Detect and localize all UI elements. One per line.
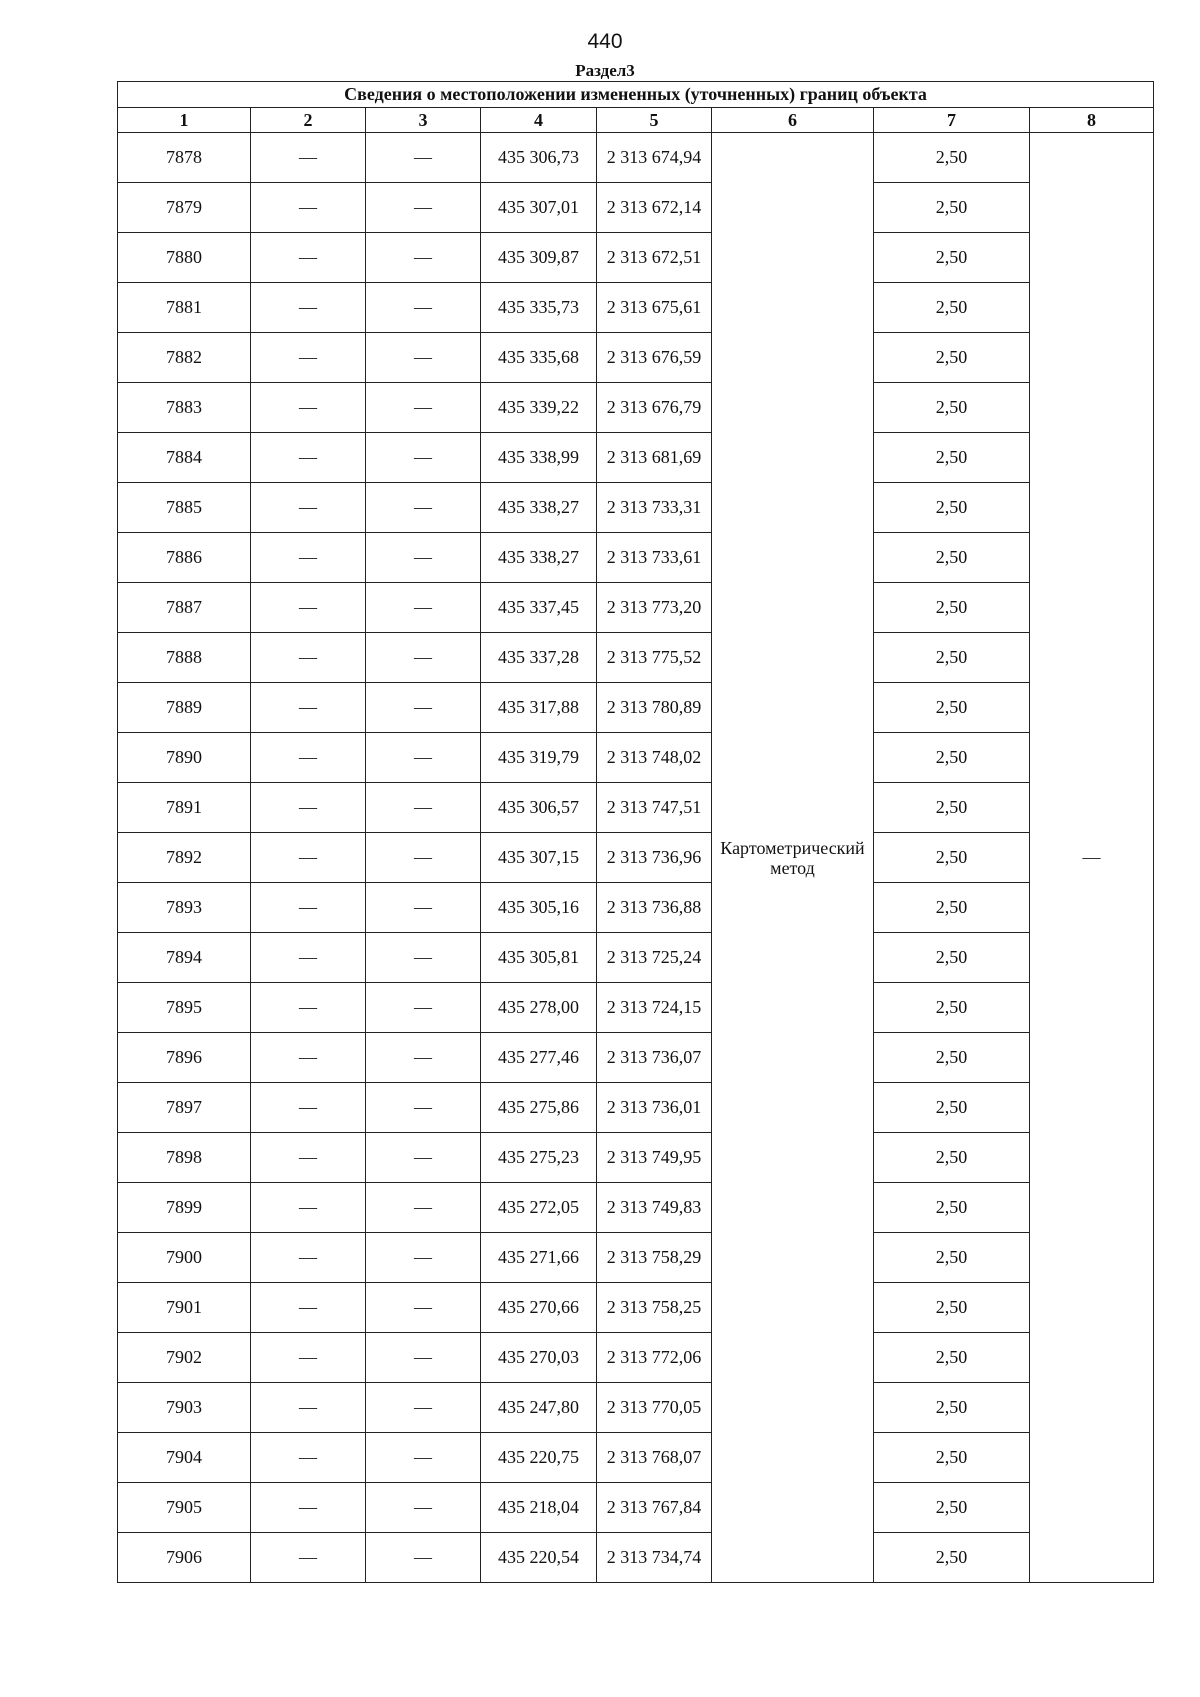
error-cell: 2,50 xyxy=(874,783,1030,833)
y-coordinate-cell: 2 313 736,88 xyxy=(597,883,712,933)
y-coordinate-cell: 2 313 772,06 xyxy=(597,1333,712,1383)
column-2-cell: — xyxy=(251,383,366,433)
column-3-cell: — xyxy=(366,683,481,733)
column-number: 3 xyxy=(366,108,481,133)
table-row xyxy=(118,483,1154,533)
point-number-cell: 7881 xyxy=(118,283,251,333)
x-coordinate-cell: 435 338,27 xyxy=(481,533,597,583)
column-2-cell: — xyxy=(251,1133,366,1183)
column-2-cell: — xyxy=(251,833,366,883)
column-3-cell: — xyxy=(366,1233,481,1283)
column-3-cell: — xyxy=(366,833,481,883)
table-row xyxy=(118,1433,1154,1483)
table-row xyxy=(118,883,1154,933)
x-coordinate-cell: 435 270,03 xyxy=(481,1333,597,1383)
table-row xyxy=(118,1283,1154,1333)
error-cell: 2,50 xyxy=(874,483,1030,533)
error-cell: 2,50 xyxy=(874,633,1030,683)
table-row xyxy=(118,1483,1154,1533)
y-coordinate-cell: 2 313 775,52 xyxy=(597,633,712,683)
y-coordinate-cell: 2 313 749,95 xyxy=(597,1133,712,1183)
column-3-cell: — xyxy=(366,1183,481,1233)
point-number-cell: 7906 xyxy=(118,1533,251,1583)
y-coordinate-cell: 2 313 780,89 xyxy=(597,683,712,733)
x-coordinate-cell: 435 317,88 xyxy=(481,683,597,733)
column-number: 5 xyxy=(597,108,712,133)
error-cell: 2,50 xyxy=(874,1483,1030,1533)
error-cell: 2,50 xyxy=(874,933,1030,983)
column-number: 2 xyxy=(251,108,366,133)
column-2-cell: — xyxy=(251,483,366,533)
table-row xyxy=(118,1183,1154,1233)
column-2-cell: — xyxy=(251,1033,366,1083)
y-coordinate-cell: 2 313 676,79 xyxy=(597,383,712,433)
section-title: Раздел3 xyxy=(575,61,635,80)
error-cell: 2,50 xyxy=(874,333,1030,383)
table-row xyxy=(118,133,1154,183)
column-3-cell: — xyxy=(366,1433,481,1483)
y-coordinate-cell: 2 313 736,96 xyxy=(597,833,712,883)
error-cell: 2,50 xyxy=(874,133,1030,183)
table-row xyxy=(118,633,1154,683)
error-cell: 2,50 xyxy=(874,283,1030,333)
column-number-row xyxy=(118,108,1154,133)
x-coordinate-cell: 435 305,16 xyxy=(481,883,597,933)
table-row xyxy=(118,533,1154,583)
boundary-table xyxy=(117,81,1154,1583)
table-row xyxy=(118,183,1154,233)
point-number-cell: 7885 xyxy=(118,483,251,533)
page-number: 440 xyxy=(587,30,623,53)
x-coordinate-cell: 435 218,04 xyxy=(481,1483,597,1533)
error-cell: 2,50 xyxy=(874,383,1030,433)
error-cell: 2,50 xyxy=(874,233,1030,283)
error-cell: 2,50 xyxy=(874,583,1030,633)
x-coordinate-cell: 435 220,75 xyxy=(481,1433,597,1483)
column-2-cell: — xyxy=(251,1333,366,1383)
error-cell: 2,50 xyxy=(874,1383,1030,1433)
column-2-cell: — xyxy=(251,533,366,583)
point-number-cell: 7905 xyxy=(118,1483,251,1533)
point-number-cell: 7893 xyxy=(118,883,251,933)
y-coordinate-cell: 2 313 748,02 xyxy=(597,733,712,783)
method-cell: Картометрический метод xyxy=(712,133,874,1583)
column-number: 7 xyxy=(874,108,1030,133)
column-2-cell: — xyxy=(251,1433,366,1483)
table-row xyxy=(118,833,1154,883)
error-cell: 2,50 xyxy=(874,1283,1030,1333)
table-row xyxy=(118,1533,1154,1583)
point-number-cell: 7899 xyxy=(118,1183,251,1233)
x-coordinate-cell: 435 272,05 xyxy=(481,1183,597,1233)
table-row xyxy=(118,783,1154,833)
point-number-cell: 7884 xyxy=(118,433,251,483)
column-3-cell: — xyxy=(366,1083,481,1133)
column-2-cell: — xyxy=(251,433,366,483)
y-coordinate-cell: 2 313 768,07 xyxy=(597,1433,712,1483)
column-3-cell: — xyxy=(366,733,481,783)
column-2-cell: — xyxy=(251,783,366,833)
column-2-cell: — xyxy=(251,1083,366,1133)
column-2-cell: — xyxy=(251,933,366,983)
error-cell: 2,50 xyxy=(874,183,1030,233)
y-coordinate-cell: 2 313 681,69 xyxy=(597,433,712,483)
column-2-cell: — xyxy=(251,333,366,383)
column-2-cell: — xyxy=(251,233,366,283)
column-3-cell: — xyxy=(366,583,481,633)
table-row xyxy=(118,1033,1154,1083)
column-2-cell: — xyxy=(251,1483,366,1533)
column-3-cell: — xyxy=(366,1383,481,1433)
table-caption: Сведения о местоположении измененных (уточненных) границ объекта xyxy=(118,82,1154,108)
point-number-cell: 7890 xyxy=(118,733,251,783)
table-row xyxy=(118,333,1154,383)
point-number-cell: 7894 xyxy=(118,933,251,983)
y-coordinate-cell: 2 313 672,14 xyxy=(597,183,712,233)
error-cell: 2,50 xyxy=(874,1133,1030,1183)
x-coordinate-cell: 435 309,87 xyxy=(481,233,597,283)
x-coordinate-cell: 435 271,66 xyxy=(481,1233,597,1283)
y-coordinate-cell: 2 313 733,61 xyxy=(597,533,712,583)
x-coordinate-cell: 435 278,00 xyxy=(481,983,597,1033)
column-3-cell: — xyxy=(366,333,481,383)
column-number: 8 xyxy=(1030,108,1154,133)
column-3-cell: — xyxy=(366,533,481,583)
column-2-cell: — xyxy=(251,633,366,683)
column-3-cell: — xyxy=(366,883,481,933)
table-row xyxy=(118,383,1154,433)
error-cell: 2,50 xyxy=(874,733,1030,783)
column-number: 1 xyxy=(118,108,251,133)
error-cell: 2,50 xyxy=(874,433,1030,483)
point-number-cell: 7883 xyxy=(118,383,251,433)
y-coordinate-cell: 2 313 736,07 xyxy=(597,1033,712,1083)
point-number-cell: 7888 xyxy=(118,633,251,683)
y-coordinate-cell: 2 313 758,29 xyxy=(597,1233,712,1283)
y-coordinate-cell: 2 313 724,15 xyxy=(597,983,712,1033)
x-coordinate-cell: 435 277,46 xyxy=(481,1033,597,1083)
error-cell: 2,50 xyxy=(874,1033,1030,1083)
y-coordinate-cell: 2 313 672,51 xyxy=(597,233,712,283)
point-number-cell: 7901 xyxy=(118,1283,251,1333)
error-cell: 2,50 xyxy=(874,1433,1030,1483)
table-row xyxy=(118,433,1154,483)
column-3-cell: — xyxy=(366,433,481,483)
column-3-cell: — xyxy=(366,283,481,333)
x-coordinate-cell: 435 306,57 xyxy=(481,783,597,833)
x-coordinate-cell: 435 275,23 xyxy=(481,1133,597,1183)
error-cell: 2,50 xyxy=(874,983,1030,1033)
table-row xyxy=(118,583,1154,633)
column-3-cell: — xyxy=(366,183,481,233)
x-coordinate-cell: 435 307,01 xyxy=(481,183,597,233)
y-coordinate-cell: 2 313 674,94 xyxy=(597,133,712,183)
point-number-cell: 7900 xyxy=(118,1233,251,1283)
point-number-cell: 7896 xyxy=(118,1033,251,1083)
point-number-cell: 7898 xyxy=(118,1133,251,1183)
point-number-cell: 7904 xyxy=(118,1433,251,1483)
column-2-cell: — xyxy=(251,1183,366,1233)
table-row xyxy=(118,1083,1154,1133)
column-3-cell: — xyxy=(366,1033,481,1083)
table-row xyxy=(118,283,1154,333)
table-row xyxy=(118,233,1154,283)
column-3-cell: — xyxy=(366,633,481,683)
y-coordinate-cell: 2 313 758,25 xyxy=(597,1283,712,1333)
column-3-cell: — xyxy=(366,233,481,283)
table-row xyxy=(118,1333,1154,1383)
point-number-cell: 7879 xyxy=(118,183,251,233)
x-coordinate-cell: 435 270,66 xyxy=(481,1283,597,1333)
x-coordinate-cell: 435 305,81 xyxy=(481,933,597,983)
error-cell: 2,50 xyxy=(874,1333,1030,1383)
point-number-cell: 7891 xyxy=(118,783,251,833)
x-coordinate-cell: 435 220,54 xyxy=(481,1533,597,1583)
column-3-cell: — xyxy=(366,1283,481,1333)
column-number: 6 xyxy=(712,108,874,133)
point-number-cell: 7892 xyxy=(118,833,251,883)
point-number-cell: 7889 xyxy=(118,683,251,733)
column-8-cell: — xyxy=(1030,133,1154,1583)
x-coordinate-cell: 435 306,73 xyxy=(481,133,597,183)
y-coordinate-cell: 2 313 675,61 xyxy=(597,283,712,333)
point-number-cell: 7882 xyxy=(118,333,251,383)
table-row xyxy=(118,983,1154,1033)
point-number-cell: 7878 xyxy=(118,133,251,183)
column-2-cell: — xyxy=(251,1283,366,1333)
x-coordinate-cell: 435 275,86 xyxy=(481,1083,597,1133)
column-3-cell: — xyxy=(366,1333,481,1383)
table-row xyxy=(118,1233,1154,1283)
table-caption-row xyxy=(118,82,1154,108)
column-2-cell: — xyxy=(251,683,366,733)
column-3-cell: — xyxy=(366,1533,481,1583)
x-coordinate-cell: 435 247,80 xyxy=(481,1383,597,1433)
error-cell: 2,50 xyxy=(874,883,1030,933)
x-coordinate-cell: 435 307,15 xyxy=(481,833,597,883)
error-cell: 2,50 xyxy=(874,533,1030,583)
column-3-cell: — xyxy=(366,383,481,433)
error-cell: 2,50 xyxy=(874,1183,1030,1233)
column-3-cell: — xyxy=(366,933,481,983)
x-coordinate-cell: 435 337,45 xyxy=(481,583,597,633)
point-number-cell: 7887 xyxy=(118,583,251,633)
table-body xyxy=(118,133,1154,1583)
error-cell: 2,50 xyxy=(874,833,1030,883)
point-number-cell: 7897 xyxy=(118,1083,251,1133)
x-coordinate-cell: 435 335,68 xyxy=(481,333,597,383)
error-cell: 2,50 xyxy=(874,683,1030,733)
y-coordinate-cell: 2 313 767,84 xyxy=(597,1483,712,1533)
point-number-cell: 7895 xyxy=(118,983,251,1033)
table-row xyxy=(118,733,1154,783)
y-coordinate-cell: 2 313 749,83 xyxy=(597,1183,712,1233)
column-3-cell: — xyxy=(366,1483,481,1533)
column-2-cell: — xyxy=(251,283,366,333)
x-coordinate-cell: 435 337,28 xyxy=(481,633,597,683)
y-coordinate-cell: 2 313 734,74 xyxy=(597,1533,712,1583)
y-coordinate-cell: 2 313 773,20 xyxy=(597,583,712,633)
column-3-cell: — xyxy=(366,133,481,183)
error-cell: 2,50 xyxy=(874,1083,1030,1133)
table-row xyxy=(118,933,1154,983)
y-coordinate-cell: 2 313 676,59 xyxy=(597,333,712,383)
column-2-cell: — xyxy=(251,583,366,633)
error-cell: 2,50 xyxy=(874,1533,1030,1583)
y-coordinate-cell: 2 313 747,51 xyxy=(597,783,712,833)
y-coordinate-cell: 2 313 733,31 xyxy=(597,483,712,533)
x-coordinate-cell: 435 338,27 xyxy=(481,483,597,533)
column-3-cell: — xyxy=(366,983,481,1033)
x-coordinate-cell: 435 339,22 xyxy=(481,383,597,433)
point-number-cell: 7886 xyxy=(118,533,251,583)
table-row xyxy=(118,1383,1154,1433)
column-2-cell: — xyxy=(251,133,366,183)
error-cell: 2,50 xyxy=(874,1233,1030,1283)
y-coordinate-cell: 2 313 770,05 xyxy=(597,1383,712,1433)
x-coordinate-cell: 435 319,79 xyxy=(481,733,597,783)
y-coordinate-cell: 2 313 725,24 xyxy=(597,933,712,983)
column-2-cell: — xyxy=(251,1233,366,1283)
column-2-cell: — xyxy=(251,1533,366,1583)
table-row xyxy=(118,1133,1154,1183)
x-coordinate-cell: 435 338,99 xyxy=(481,433,597,483)
x-coordinate-cell: 435 335,73 xyxy=(481,283,597,333)
table-row xyxy=(118,683,1154,733)
column-2-cell: — xyxy=(251,1383,366,1433)
column-number: 4 xyxy=(481,108,597,133)
point-number-cell: 7902 xyxy=(118,1333,251,1383)
column-3-cell: — xyxy=(366,1133,481,1183)
point-number-cell: 7880 xyxy=(118,233,251,283)
point-number-cell: 7903 xyxy=(118,1383,251,1433)
y-coordinate-cell: 2 313 736,01 xyxy=(597,1083,712,1133)
column-3-cell: — xyxy=(366,483,481,533)
column-2-cell: — xyxy=(251,883,366,933)
column-2-cell: — xyxy=(251,733,366,783)
column-2-cell: — xyxy=(251,183,366,233)
column-3-cell: — xyxy=(366,783,481,833)
column-2-cell: — xyxy=(251,983,366,1033)
